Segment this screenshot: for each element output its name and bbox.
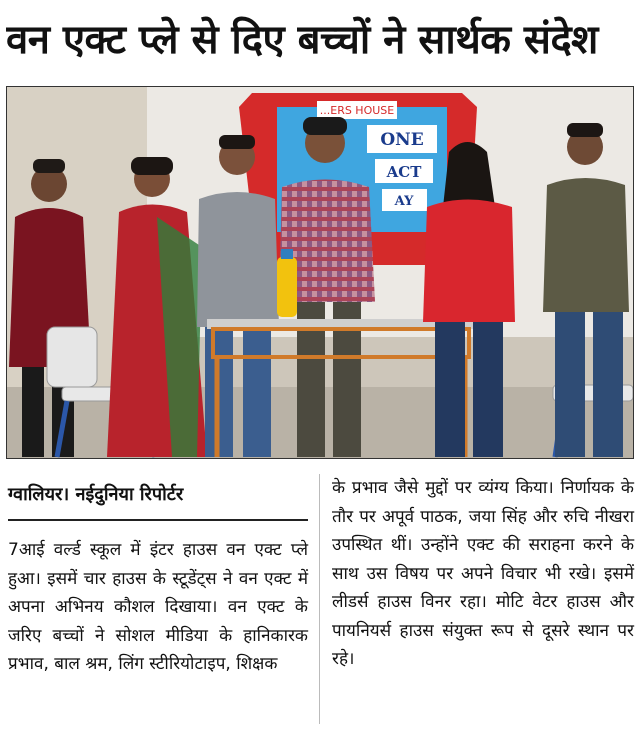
banner-top-text: ...ERS HOUSE bbox=[319, 104, 395, 117]
banner-line-3: AY bbox=[394, 194, 414, 209]
banner-line-2: ACT bbox=[386, 163, 422, 181]
article-column-2: के प्रभाव जैसे मुद्दों पर व्यंग्य किया। निर्णायक के तौर पर अपूर्व पाठक, जया सिंह और रुचि नीखरा उपस्थित थीं। उन्होंने एक्ट की सराहना करने के साथ उस विषय पर अपने विचार भी रखे। इसमें लीडर्स हाउस विनर रहा। मोटि वेटर हाउस और पायनियर्स हाउस संयुक्त रूप से दूसरे स्थान पर रहे। bbox=[332, 478, 634, 669]
byline-rule bbox=[8, 519, 308, 521]
article-column-1: 7आई वर्ल्ड स्कूल में इंटर हाउस वन एक्ट प्ले हुआ। इसमें चार हाउस के स्टूडेंट्स ने वन एक्ट में अपना अभिनय कौशल दिखाया। वन एक्ट के जरिए बच्चों ने सोशल मीडिया के हानिकारक प्रभाव, बाल श्रम, लिंग स्टीरियोटाइप, शिक्षक bbox=[8, 540, 308, 674]
banner-line-1: ONE bbox=[380, 130, 424, 150]
news-photo bbox=[6, 86, 634, 459]
bottle bbox=[277, 249, 297, 317]
column-divider bbox=[319, 474, 320, 724]
byline: ग्वालियर। नईदुनिया रिपोर्टर bbox=[8, 484, 184, 505]
photo-illustration bbox=[7, 87, 633, 458]
headline: वन एक्ट प्ले से दिए बच्चों ने सार्थक संदेश bbox=[6, 17, 598, 63]
